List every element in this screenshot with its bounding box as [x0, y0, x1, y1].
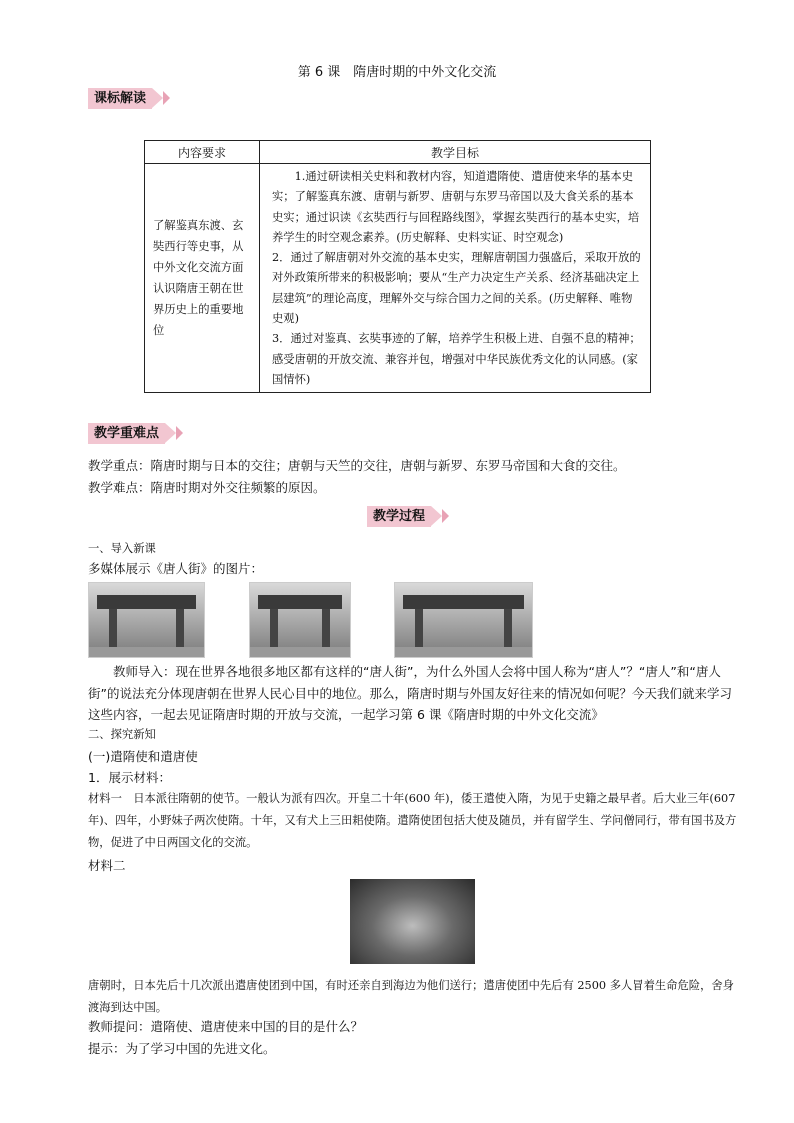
section-label: 教学过程 — [367, 506, 431, 527]
chinatown-photo-1 — [88, 582, 205, 658]
material-2-label: 材料二 — [88, 858, 126, 873]
step2-title: 二、探究新知 — [88, 728, 156, 741]
goal-2: 2．通过了解唐朝对外交流的基本史实，理解唐朝国力强盛后，采取开放的对外政策所带来的积极影响；要从“生产力决定生产关系、经济基础决定上层建筑”的理论高度，理解外交与综合国力之间的关系。(历史解释、唯物史观) — [272, 251, 641, 326]
hint-line: 提示：为了学习中国的先进文化。 — [88, 1041, 276, 1056]
teacher-question: 教师提问：遣隋使、遣唐使来中国的目的是什么？ — [88, 1019, 364, 1034]
goal-1: 1.通过研读相关史料和教材内容，知道遣隋使、遣唐使来华的基本史实；了解鉴真东渡、唐朝与新罗、唐朝与东罗马帝国以及大食关系的基本史实；通过识读《玄奘西行与回程路线图》，掌握玄奘西行的基本史实，培养学生的时空观念素养。(历史解释、史料实证、时空观念) — [272, 170, 640, 244]
subsection-title: (一)遣隋使和遣唐使 — [88, 749, 198, 764]
sea-waves-image — [350, 879, 475, 964]
chevron-right-icon — [176, 426, 183, 440]
intro-paragraph: 教师导入：现在世界各地很多地区都有这样的“唐人街”，为什么外国人会将中国人称为“唐人”？“唐人”和“唐人街”的说法充分体现唐朝在世界人民心目中的地位。那么，隋唐时期与外国友好往来的情况如何呢？今天我们就来学习这些内容，一起去见证隋唐时期的开放与交流，一起学习第 6 课《隋唐时期的中外文化交流》 — [88, 664, 732, 722]
table-header-goals: 教学目标 — [260, 141, 651, 164]
chevron-right-icon — [442, 509, 449, 523]
material-1: 材料一 日本派往隋朝的使节。一般认为派有四次。开皇二十年(600 年)，倭王遣使入隋，为见于史籍之最早者。后大业三年(607 年)、四年，小野妹子两次使隋。十年，又有犬上三田耜使隋。遣隋使团包括大使及随员，并有留学生、学问僧同行，带有国书及方物，促进了中日两国文化的交流。 — [88, 792, 737, 849]
chinatown-photo-3 — [394, 582, 533, 658]
show-material: 1．展示材料： — [88, 770, 171, 785]
multimedia-line: 多媒体展示《唐人街》的图片： — [88, 561, 264, 576]
section-label: 教学重难点 — [88, 423, 165, 444]
page-title: 第 6 课 隋唐时期的中外文化交流 — [297, 65, 497, 80]
material-2-text: 唐朝时，日本先后十几次派出遣唐使团到中国，有时还亲自到海边为他们送行；遣唐使团中先后有 2500 多人冒着生命危险，舍身渡海到达中国。 — [88, 979, 734, 1014]
section-banner-standards — [88, 88, 152, 109]
chinatown-photo-2 — [249, 582, 351, 658]
difficult-point: 教学难点：隋唐时期对外交往频繁的原因。 — [88, 480, 326, 495]
table-header-req: 内容要求 — [145, 141, 260, 164]
teaching-goals — [260, 164, 651, 393]
content-requirement: 了解鉴真东渡、玄奘西行等史事，从中外文化交流方面认识隋唐王朝在世界历史上的重要地位 — [145, 164, 260, 393]
step1-title: 一、导入新课 — [88, 542, 156, 555]
section-banner-keypoints — [88, 423, 165, 444]
section-label: 课标解读 — [88, 88, 152, 109]
standards-table — [144, 140, 651, 393]
section-banner-process — [367, 506, 431, 527]
chevron-right-icon — [163, 91, 170, 105]
goal-3: 3．通过对鉴真、玄奘事迹的了解，培养学生积极上进、自强不息的精神；感受唐朝的开放交流、兼容并包，增强对中华民族优秀文化的认同感。(家国情怀) — [272, 332, 641, 386]
key-point: 教学重点：隋唐时期与日本的交往；唐朝与天竺的交往，唐朝与新罗、东罗马帝国和大食的交往。 — [88, 458, 626, 473]
